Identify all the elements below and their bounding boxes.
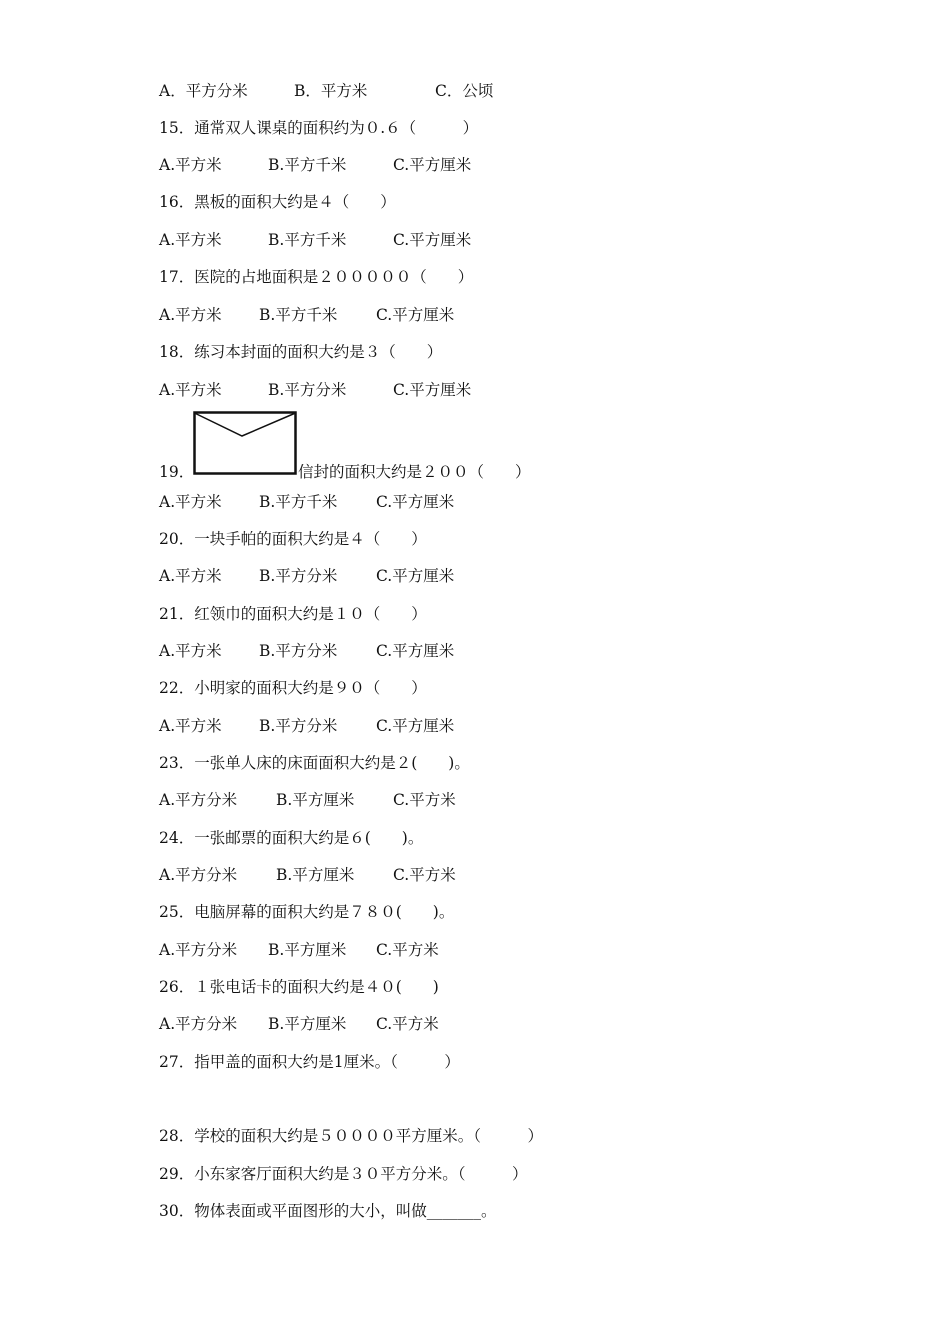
question-21: 21．红领巾的面积大约是１０（ ） bbox=[159, 605, 427, 623]
option-c[interactable]: C.平方厘米 bbox=[376, 717, 455, 735]
question-29: 29．小东家客厅面积大约是３０平方分米。（ ） bbox=[159, 1165, 528, 1183]
question-23: 23．一张单人床的床面面积大约是２( )。 bbox=[159, 754, 470, 772]
question-25: 25．电脑屏幕的面积大约是７８０( )。 bbox=[159, 903, 455, 921]
option-b[interactable]: B.平方分米 bbox=[268, 381, 347, 399]
question-18: 18．练习本封面的面积大约是３（ ） bbox=[159, 343, 443, 361]
option-a[interactable]: A.平方米 bbox=[159, 717, 222, 735]
option-c[interactable]: C.平方厘米 bbox=[393, 381, 472, 399]
option-a[interactable]: A.平方分米 bbox=[159, 941, 238, 959]
option-a[interactable]: A.平方米 bbox=[159, 231, 222, 249]
option-a[interactable]: A.平方米 bbox=[159, 642, 222, 660]
option-c[interactable]: C.平方厘米 bbox=[393, 231, 472, 249]
question-22: 22．小明家的面积大约是９０（ ） bbox=[159, 679, 427, 697]
option-a[interactable]: A.平方分米 bbox=[159, 866, 238, 884]
option-b[interactable]: B.平方分米 bbox=[259, 567, 338, 585]
option-c[interactable]: C.平方米 bbox=[376, 1015, 439, 1033]
question-16: 16．黑板的面积大约是４（ ） bbox=[159, 193, 396, 211]
option-c[interactable]: C.平方米 bbox=[393, 866, 456, 884]
option-c[interactable]: C.平方厘米 bbox=[393, 156, 472, 174]
question-27: 27．指甲盖的面积大约是1厘米。（ ） bbox=[159, 1053, 460, 1071]
option-c[interactable]: C.平方厘米 bbox=[376, 493, 455, 511]
option-b[interactable]: B.平方厘米 bbox=[276, 791, 355, 809]
question-19-text: 信封的面积大约是２００（ ） bbox=[298, 463, 531, 481]
option-a[interactable]: A.平方米 bbox=[159, 156, 222, 174]
option-a[interactable]: A.平方米 bbox=[159, 567, 222, 585]
option-c[interactable]: C.平方米 bbox=[376, 941, 439, 959]
option-b[interactable]: B.平方千米 bbox=[259, 493, 338, 511]
option-b[interactable]: B.平方分米 bbox=[259, 642, 338, 660]
option-b[interactable]: B.平方厘米 bbox=[268, 1015, 347, 1033]
option-a[interactable]: A．平方分米 bbox=[159, 82, 248, 100]
option-a[interactable]: A.平方米 bbox=[159, 381, 222, 399]
option-c[interactable]: C.平方厘米 bbox=[376, 642, 455, 660]
option-b[interactable]: B.平方千米 bbox=[268, 156, 347, 174]
envelope-image bbox=[193, 411, 297, 475]
question-20: 20．一块手帕的面积大约是４（ ） bbox=[159, 530, 427, 548]
option-c[interactable]: C.平方厘米 bbox=[376, 567, 455, 585]
question-26: 26．１张电话卡的面积大约是４０( ) bbox=[159, 978, 439, 996]
question-30: 30．物体表面或平面图形的大小，叫做_______。 bbox=[159, 1202, 497, 1220]
option-b[interactable]: B.平方千米 bbox=[268, 231, 347, 249]
option-c[interactable]: C．公顷 bbox=[435, 82, 494, 100]
question-24: 24．一张邮票的面积大约是６( )。 bbox=[159, 829, 424, 847]
option-b[interactable]: B.平方厘米 bbox=[276, 866, 355, 884]
option-c[interactable]: C.平方厘米 bbox=[376, 306, 455, 324]
question-15: 15．通常双人课桌的面积约为０.６（ ） bbox=[159, 119, 479, 137]
question-17: 17．医院的占地面积是２０００００（ ） bbox=[159, 268, 474, 286]
option-b[interactable]: B.平方厘米 bbox=[268, 941, 347, 959]
option-a[interactable]: A.平方分米 bbox=[159, 791, 238, 809]
option-b[interactable]: B.平方千米 bbox=[259, 306, 338, 324]
question-19-num: 19． bbox=[159, 463, 195, 481]
option-a[interactable]: A.平方米 bbox=[159, 306, 222, 324]
option-a[interactable]: A.平方分米 bbox=[159, 1015, 238, 1033]
option-b[interactable]: B.平方分米 bbox=[259, 717, 338, 735]
option-b[interactable]: B．平方米 bbox=[294, 82, 368, 100]
question-28: 28．学校的面积大约是５００００平方厘米。（ ） bbox=[159, 1127, 543, 1145]
option-c[interactable]: C.平方米 bbox=[393, 791, 456, 809]
option-a[interactable]: A.平方米 bbox=[159, 493, 222, 511]
